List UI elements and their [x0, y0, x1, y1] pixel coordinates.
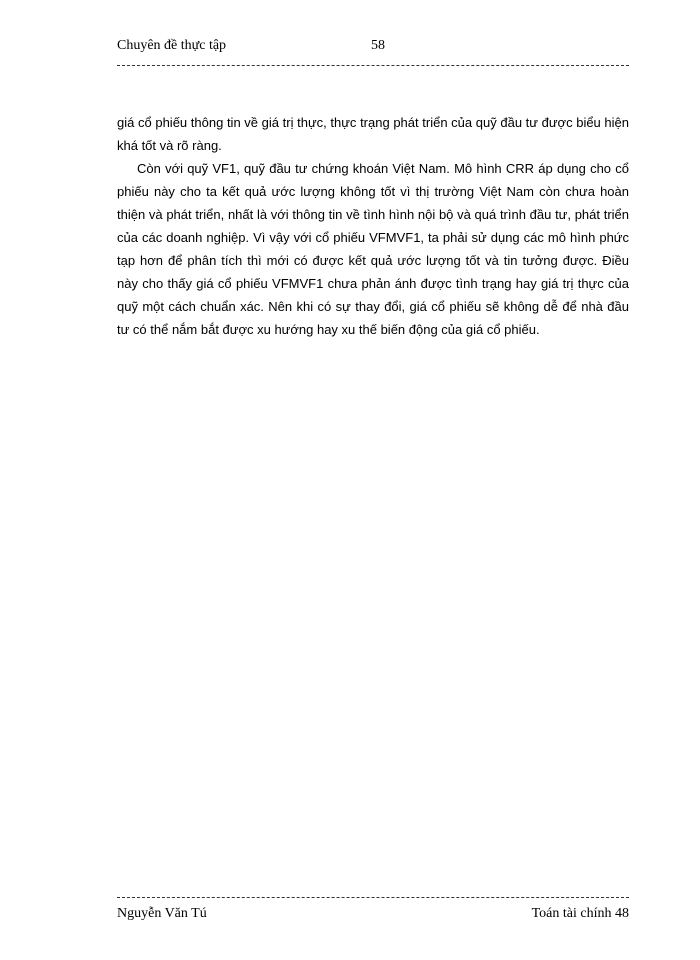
footer-author: Nguyễn Văn Tú	[117, 906, 207, 921]
page-header	[117, 38, 629, 58]
header-divider	[117, 65, 629, 66]
page-footer	[117, 906, 629, 926]
footer-divider	[117, 897, 629, 898]
paragraph-2: Còn với quỹ VF1, quỹ đầu tư chứng khoán Việt Nam. Mô hình CRR áp dụng cho cổ phiếu này cho ta kết quả ước lượng không tốt vì thị trường Việt Nam còn chưa hoàn thiện và phát triển, nhất là với thông tin về tình hình nội bộ và quá trình đầu tư, phát triển của các doanh nghiệp. Vì vậy với cổ phiếu VFMVF1, ta phải sử dụng các mô hình phức tạp hơn để phân tích thì mới có được kết quả ước lượng tốt và tin tưởng được. Điều này cho thấy giá cổ phiếu VFMVF1 chưa phản ánh được tình trạng hay giá trị thực của quỹ một cách chuẩn xác. Nên khi có sự thay đổi, giá cổ phiếu sẽ không dễ để nhà đầu tư có thể nắm bắt được xu hướng hay xu thế biến động của giá cổ phiếu.	[117, 161, 629, 337]
footer-class-page: Toán tài chính 48	[531, 906, 629, 921]
header-title: Chuyên đề thực tập	[117, 38, 227, 53]
header-page-number: 58	[371, 38, 385, 53]
paragraph-1: giá cổ phiếu thông tin về giá trị thực, thực trạng phát triển của quỹ đầu tư được biểu hiện khá tốt và rõ ràng.	[117, 115, 629, 153]
document-body	[117, 111, 629, 341]
